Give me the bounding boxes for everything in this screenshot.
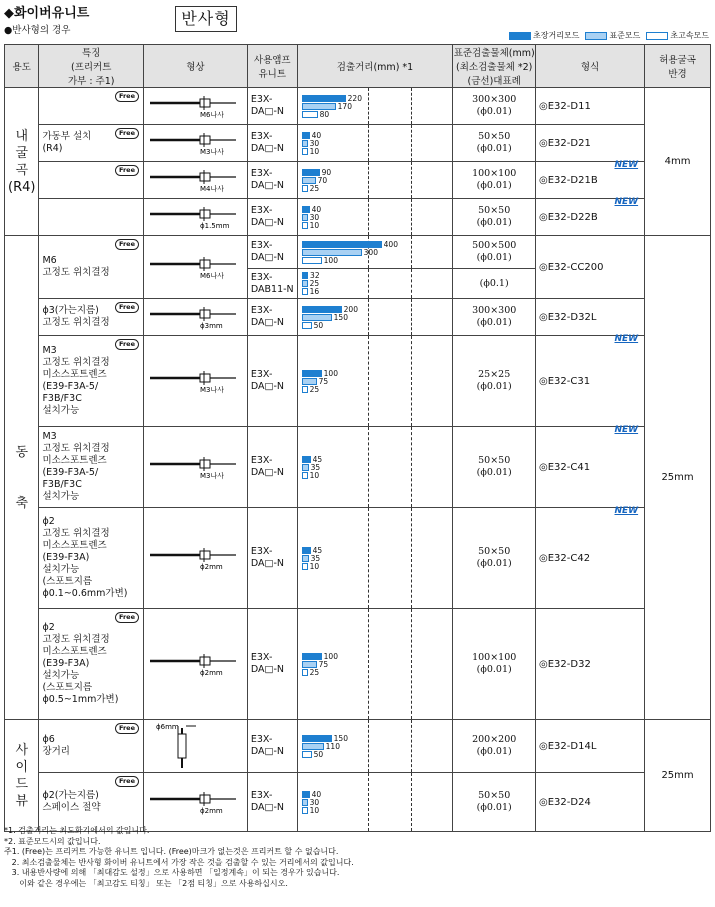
model-cell (536, 508, 645, 609)
shape-label: ϕ3mm (199, 322, 223, 330)
model-cell (536, 427, 645, 508)
model-cell (536, 609, 645, 720)
bar-fill (302, 464, 309, 471)
footnote-line: 3. 내용반사량에 의해 「최대감도 설정」으로 사용하면 「일정계속」이 되는 경우가 있습니다. (4, 868, 340, 877)
fiber-shape-icon (144, 162, 244, 198)
distance-bar (302, 177, 453, 184)
distance-cell (297, 609, 453, 720)
fiber-shape-icon (144, 199, 244, 235)
shape-cell (143, 427, 247, 508)
distance-bar (302, 95, 453, 102)
bar-value: 30 (309, 138, 320, 148)
column-header: 사용앰프 유니트 (247, 45, 297, 88)
distance-bar (302, 799, 453, 806)
standard-object-cell: (ϕ0.1) (453, 269, 536, 299)
page-subtitle: ●반사형의 경우 (4, 25, 71, 36)
shape-cell (143, 609, 247, 720)
model-name: ◎E32-C41 (539, 461, 591, 473)
feature-cell: ϕ2 고정도 위치결정 미소스포트렌즈 (E39-F3A) 설치가능 (스포트지름 ϕ0.5~1mm가변) Free (39, 609, 144, 720)
feature-cell (39, 162, 144, 199)
free-cut-badge: Free (115, 723, 139, 734)
bar-fill (302, 272, 308, 279)
bar-value: 110 (325, 741, 340, 751)
amp-unit-cell: E3X- DA□-N (247, 125, 297, 162)
column-header: 표준검출물체(mm) (최소검출물체 *2) (금선)대표례 (453, 45, 536, 88)
bar-value: 45 (312, 545, 323, 555)
bar-value: 220 (347, 93, 362, 103)
distance-cell (297, 336, 453, 427)
shape-cell (143, 508, 247, 609)
distance-bar (302, 386, 453, 393)
amp-unit-cell: E3X- DAB11-N (247, 269, 297, 299)
distance-bars (298, 203, 453, 232)
feature-cell (39, 199, 144, 236)
free-cut-badge: Free (115, 612, 139, 623)
bar-value: 200 (343, 304, 358, 314)
usage-cell: 내 굴 곡 (R4) (5, 88, 39, 236)
bar-fill (302, 103, 336, 110)
footnote-line: 이와 같은 경우에는 「최고감도 티칭」 또는 「2점 티칭」으로 사용하십시오. (4, 878, 288, 888)
shape-label: ϕ6mm (155, 723, 179, 731)
bar-fill (302, 214, 308, 221)
fiber-shape-icon (144, 336, 244, 426)
footnote-line: *2. 표준모드시의 값입니다. (4, 836, 101, 846)
model-name: ◎E32-C42 (539, 552, 591, 564)
bar-value: 100 (323, 255, 338, 265)
free-cut-badge: Free (115, 339, 139, 350)
distance-bar (302, 563, 453, 570)
bar-fill (302, 456, 311, 463)
page-title: ◆화이버유니트 (4, 6, 90, 21)
distance-bar (302, 132, 453, 139)
bar-value: 170 (337, 101, 352, 111)
new-badge: NEW (614, 197, 639, 207)
feature-cell: M3 고정도 위치결정 미소스포트렌즈 (E39-F3A-5/ F3B/F3C 설치가능 Free (39, 336, 144, 427)
bar-fill (302, 322, 312, 329)
shape-cell (143, 199, 247, 236)
fiber-shape-icon (144, 88, 244, 124)
distance-bars (298, 92, 453, 121)
distance-bars (298, 732, 453, 761)
bar-fill (302, 111, 318, 118)
bar-value: 90 (321, 167, 332, 177)
free-cut-badge: Free (115, 165, 139, 176)
bar-value: 150 (333, 312, 348, 322)
bar-fill (302, 555, 309, 562)
feature-cell: 가동부 설치 (R4) Free (39, 125, 144, 162)
bar-value: 75 (318, 659, 329, 669)
model-cell (536, 299, 645, 336)
standard-object-cell: 50×50 (ϕ0.01) (453, 199, 536, 236)
bar-fill (302, 547, 311, 554)
feature-cell: ϕ6 장거리 Free (39, 720, 144, 773)
distance-cell (297, 236, 453, 269)
bar-fill (302, 751, 312, 758)
distance-bar (302, 257, 453, 264)
fiber-shape-icon (144, 609, 244, 719)
bar-fill (302, 241, 382, 248)
distance-cell (297, 88, 453, 125)
distance-bar (302, 378, 453, 385)
bar-value: 40 (311, 130, 322, 140)
bar-fill (302, 807, 308, 814)
model-cell (536, 236, 645, 299)
table-row (5, 199, 711, 236)
bar-value: 25 (309, 667, 320, 677)
bar-fill (302, 563, 308, 570)
table-row (5, 299, 711, 336)
distance-bar (302, 555, 453, 562)
type-badge: 반사형 (175, 6, 237, 32)
legend-item-standard: 표준모드 (585, 30, 640, 41)
table-row (5, 236, 711, 269)
bend-radius-cell: 25mm (645, 236, 711, 720)
bar-fill (302, 306, 342, 313)
fiber-shape-icon (144, 237, 244, 297)
model-name: ◎E32-D21B (539, 174, 598, 186)
shape-label: ϕ1.5mm (199, 222, 230, 230)
distance-bar (302, 206, 453, 213)
bar-fill (302, 148, 308, 155)
bar-value: 300 (363, 247, 378, 257)
distance-cell (297, 269, 453, 299)
bar-fill (302, 257, 322, 264)
model-name: ◎E32-CC200 (539, 261, 604, 273)
distance-bars (298, 788, 453, 817)
bar-fill (302, 653, 322, 660)
standard-object-cell: 50×50 (ϕ0.01) (453, 125, 536, 162)
distance-cell (297, 125, 453, 162)
footnote-line: 2. 최소검출물체는 반사형 화이버 유니트에서 가장 작은 것을 검출할 수 있는 거리에서의 값입니다. (4, 857, 354, 867)
distance-bars (298, 303, 453, 332)
distance-bar (302, 272, 453, 279)
bar-fill (302, 472, 308, 479)
column-header: 특징 (프리커트 가부 : 주1) (39, 45, 144, 88)
legend (509, 30, 709, 41)
bar-value: 75 (318, 376, 329, 386)
free-cut-badge: Free (115, 239, 139, 250)
bar-fill (302, 280, 308, 287)
table-header (5, 45, 711, 88)
table-row (5, 125, 711, 162)
shape-label: M4나사 (199, 185, 225, 193)
distance-cell (297, 773, 453, 832)
column-header: 검출거리(mm) *1 (297, 45, 453, 88)
bar-fill (302, 386, 308, 393)
shape-label: ϕ2mm (199, 563, 223, 571)
column-header: 형식 (536, 45, 645, 88)
distance-cell (297, 299, 453, 336)
table-row (5, 336, 711, 427)
bar-fill (302, 222, 308, 229)
amp-unit-cell: E3X- DA□-N (247, 162, 297, 199)
distance-bar (302, 140, 453, 147)
model-name: ◎E32-D11 (539, 100, 591, 112)
bar-fill (302, 140, 308, 147)
standard-object-cell: 100×100 (ϕ0.01) (453, 609, 536, 720)
bar-value: 10 (309, 470, 320, 480)
bar-value: 10 (309, 561, 320, 571)
bar-value: 100 (323, 651, 338, 661)
standard-object-cell: 200×200 (ϕ0.01) (453, 720, 536, 773)
column-header: 허용굴곡 반경 (645, 45, 711, 88)
distance-bar (302, 791, 453, 798)
standard-object-cell: 25×25 (ϕ0.01) (453, 336, 536, 427)
usage-cell: 사 이 드 뷰 (5, 720, 39, 832)
feature-cell (39, 88, 144, 125)
distance-bars (298, 269, 453, 298)
bar-value: 50 (313, 749, 324, 759)
shape-cell (143, 299, 247, 336)
table-body (5, 88, 711, 832)
model-name: ◎E32-C31 (539, 375, 591, 387)
footnote-line: *1. 검출거리는 최도화기에서의 값입니다. (4, 826, 150, 835)
distance-bar (302, 288, 453, 295)
fiber-shape-icon (144, 773, 244, 831)
amp-unit-cell: E3X- DA□-N (247, 236, 297, 269)
model-cell (536, 125, 645, 162)
amp-unit-cell: E3X- DA□-N (247, 609, 297, 720)
free-cut-badge: Free (115, 776, 139, 787)
fiber-shape-icon (144, 125, 244, 161)
bar-value: 400 (383, 239, 398, 249)
bar-fill (302, 206, 310, 213)
model-cell (536, 88, 645, 125)
model-cell (536, 162, 645, 199)
free-cut-badge: Free (115, 302, 139, 313)
bar-value: 35 (310, 553, 321, 563)
distance-bar (302, 464, 453, 471)
amp-unit-cell: E3X- DA□-N (247, 773, 297, 832)
model-cell (536, 336, 645, 427)
shape-label: ϕ2mm (199, 669, 223, 677)
model-cell (536, 720, 645, 773)
distance-bar (302, 280, 453, 287)
bar-value: 32 (310, 271, 320, 280)
distance-bars (298, 367, 453, 396)
bar-value: 35 (310, 462, 321, 472)
bar-fill (302, 95, 346, 102)
distance-bar (302, 185, 453, 192)
distance-bars (298, 650, 453, 679)
bar-fill (302, 132, 310, 139)
legend-item-long: 초장거리모드 (509, 30, 579, 41)
shape-cell (143, 88, 247, 125)
distance-cell (297, 720, 453, 773)
bar-value: 100 (323, 368, 338, 378)
bar-fill (302, 177, 316, 184)
table-row (5, 508, 711, 609)
shape-label: M3나사 (199, 386, 225, 394)
distance-bars (298, 238, 453, 267)
bar-fill (302, 169, 320, 176)
distance-bar (302, 456, 453, 463)
feature-cell: M6 고정도 위치결정 Free (39, 236, 144, 299)
feature-cell: M3 고정도 위치결정 미소스포트렌즈 (E39-F3A-5/ F3B/F3C 설치가능 (39, 427, 144, 508)
shape-cell (143, 162, 247, 199)
distance-bar (302, 472, 453, 479)
model-name: ◎E32-D32L (539, 311, 597, 323)
distance-bar (302, 370, 453, 377)
feature-cell: ϕ2 고정도 위치결정 미소스포트렌즈 (E39-F3A) 설치가능 (스포트지름 ϕ0.1~0.6mm가변) (39, 508, 144, 609)
bend-radius-cell: 25mm (645, 720, 711, 832)
bar-value: 45 (312, 454, 323, 464)
fiber-shape-icon (144, 299, 244, 335)
spec-table (4, 44, 711, 832)
standard-object-cell: 50×50 (ϕ0.01) (453, 508, 536, 609)
model-name: ◎E32-D24 (539, 796, 591, 808)
distance-bar (302, 148, 453, 155)
free-cut-badge: Free (115, 128, 139, 139)
distance-bar (302, 214, 453, 221)
shape-cell (143, 125, 247, 162)
distance-bar (302, 669, 453, 676)
standard-object-cell: 300×300 (ϕ0.01) (453, 88, 536, 125)
bar-value: 25 (309, 279, 320, 288)
distance-bar (302, 111, 453, 118)
distance-bar (302, 751, 453, 758)
new-badge: NEW (614, 425, 639, 435)
bar-value: 25 (309, 183, 320, 193)
standard-object-cell: 50×50 (ϕ0.01) (453, 773, 536, 832)
bar-value: 50 (313, 320, 324, 330)
amp-unit-cell: E3X- DA□-N (247, 88, 297, 125)
model-name: ◎E32-D14L (539, 740, 597, 752)
amp-unit-cell: E3X- DA□-N (247, 299, 297, 336)
table-row (5, 427, 711, 508)
distance-cell (297, 508, 453, 609)
legend-item-fast: 초고속모드 (646, 30, 709, 41)
shape-cell (143, 720, 247, 773)
shape-label: M3나사 (199, 148, 225, 156)
distance-bar (302, 743, 453, 750)
bar-fill (302, 661, 317, 668)
bar-fill (302, 249, 362, 256)
column-header: 용도 (5, 45, 39, 88)
free-cut-badge: Free (115, 91, 139, 102)
model-name: ◎E32-D22B (539, 211, 598, 223)
distance-bar (302, 322, 453, 329)
bar-value: 10 (309, 220, 320, 230)
distance-bars (298, 129, 453, 158)
model-cell (536, 199, 645, 236)
bar-fill (302, 288, 308, 295)
bar-fill (302, 370, 322, 377)
new-badge: NEW (614, 506, 639, 516)
column-header: 형상 (143, 45, 247, 88)
model-cell (536, 773, 645, 832)
table-row (5, 720, 711, 773)
shape-label: M6나사 (199, 111, 225, 119)
footnote-line: 주1. (Free)는 프리커트 가능한 유니트 입니다. (Free)마크가 없는것은 프리커트 할 수 없습니다. (4, 847, 339, 856)
shape-label: M6나사 (199, 272, 225, 280)
distance-cell (297, 427, 453, 508)
distance-cell (297, 162, 453, 199)
bar-fill (302, 799, 308, 806)
bar-value: 40 (311, 204, 322, 214)
bar-value: 150 (333, 733, 348, 743)
bar-fill (302, 791, 310, 798)
bar-value: 10 (309, 146, 320, 156)
distance-bars (298, 453, 453, 482)
feature-cell: ϕ2(가는지름) 스페이스 절약 Free (39, 773, 144, 832)
bar-value: 70 (317, 175, 328, 185)
distance-cell (297, 199, 453, 236)
fiber-shape-icon (144, 720, 244, 772)
shape-label: M3나사 (199, 472, 225, 480)
distance-bar (302, 314, 453, 321)
table-row (5, 162, 711, 199)
bar-value: 16 (309, 287, 320, 296)
bar-fill (302, 743, 324, 750)
distance-bar (302, 653, 453, 660)
standard-object-cell: 300×300 (ϕ0.01) (453, 299, 536, 336)
bar-value: 30 (309, 212, 320, 222)
distance-bar (302, 169, 453, 176)
model-name: ◎E32-D32 (539, 658, 591, 670)
distance-bar (302, 735, 453, 742)
bar-fill (302, 378, 317, 385)
distance-bar (302, 306, 453, 313)
standard-object-cell: 50×50 (ϕ0.01) (453, 427, 536, 508)
shape-cell (143, 236, 247, 299)
bar-value: 80 (319, 109, 330, 119)
standard-object-cell: 500×500 (ϕ0.01) (453, 236, 536, 269)
bar-value: 30 (309, 797, 320, 807)
bar-fill (302, 669, 308, 676)
amp-unit-cell: E3X- DA□-N (247, 720, 297, 773)
model-name: ◎E32-D21 (539, 137, 591, 149)
new-badge: NEW (614, 160, 639, 170)
distance-bars (298, 544, 453, 573)
distance-bar (302, 661, 453, 668)
fiber-shape-icon (144, 508, 244, 608)
distance-bar (302, 103, 453, 110)
bar-fill (302, 314, 332, 321)
distance-bar (302, 807, 453, 814)
bar-value: 25 (309, 384, 320, 394)
header (4, 2, 89, 36)
distance-bar (302, 241, 453, 248)
usage-cell: 동 축 (5, 236, 39, 720)
bar-value: 10 (309, 805, 320, 815)
bar-fill (302, 735, 332, 742)
table-row (5, 773, 711, 832)
distance-bar (302, 249, 453, 256)
amp-unit-cell: E3X- DA□-N (247, 336, 297, 427)
distance-bar (302, 547, 453, 554)
standard-object-cell: 100×100 (ϕ0.01) (453, 162, 536, 199)
fiber-shape-icon (144, 427, 244, 507)
amp-unit-cell: E3X- DA□-N (247, 427, 297, 508)
shape-cell (143, 773, 247, 832)
amp-unit-cell: E3X- DA□-N (247, 199, 297, 236)
bend-radius-cell: 4mm (645, 88, 711, 236)
amp-unit-cell: E3X- DA□-N (247, 508, 297, 609)
shape-cell (143, 336, 247, 427)
bar-value: 40 (311, 789, 322, 799)
shape-label: ϕ2mm (199, 807, 223, 815)
distance-bars (298, 166, 453, 195)
distance-bar (302, 222, 453, 229)
table-row (5, 609, 711, 720)
footnotes (4, 826, 354, 889)
new-badge: NEW (614, 334, 639, 344)
bar-fill (302, 185, 308, 192)
feature-cell: ϕ3(가는지름) 고정도 위치결정 Free (39, 299, 144, 336)
table-row (5, 88, 711, 125)
